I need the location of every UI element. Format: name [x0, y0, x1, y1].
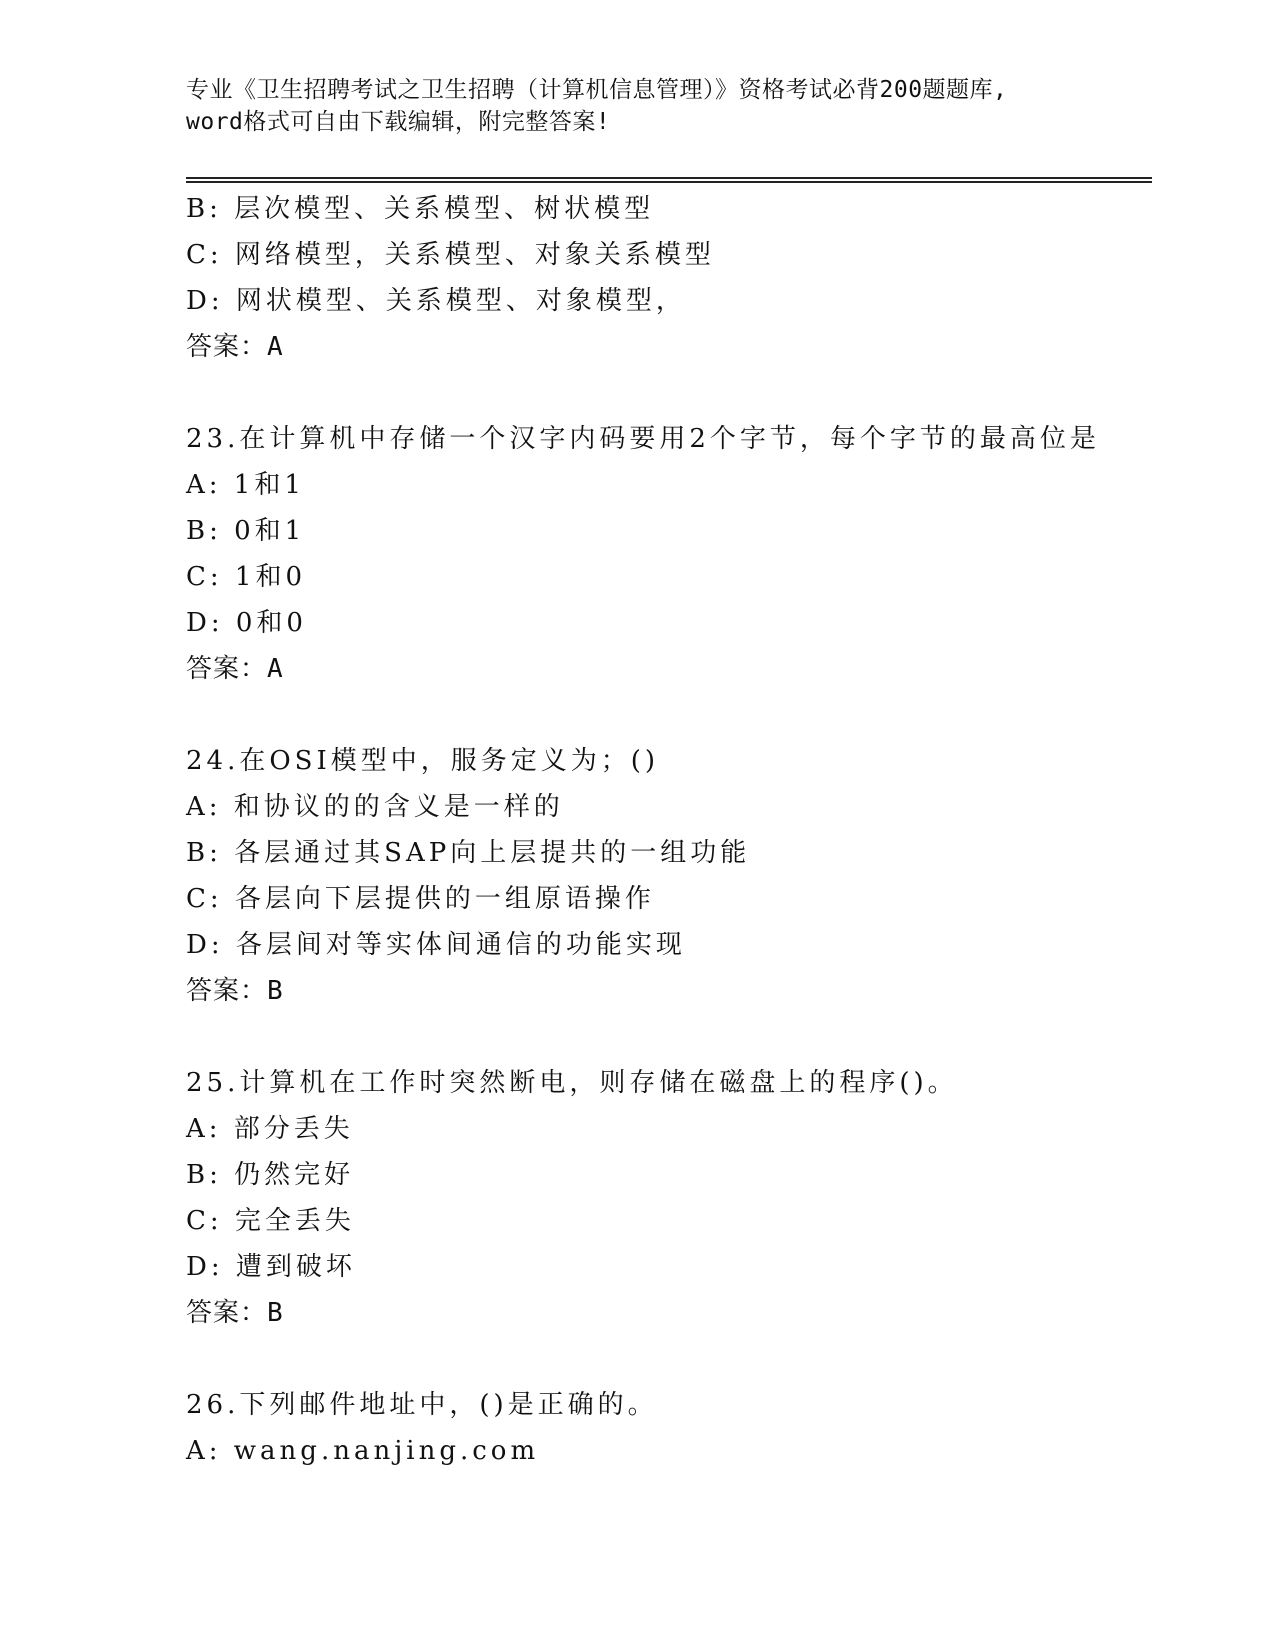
option-b: B: 各层通过其SAP向上层提共的一组功能 [186, 838, 751, 868]
header-title-line-2: word格式可自由下载编辑，附完整答案! [186, 109, 611, 135]
option-b: B: 仍然完好 [186, 1160, 355, 1190]
question-list [186, 186, 1146, 1474]
option-a: A: 部分丢失 [186, 1114, 354, 1144]
option-d: D: 网状模型、关系模型、对象模型， [186, 286, 686, 316]
option-d: D: 0和0 [186, 608, 307, 638]
question-stem: 23.在计算机中存储一个汉字内码要用2个字节，每个字节的最高位是 [186, 424, 1100, 454]
question-stem: 24.在OSI模型中，服务定义为；() [186, 746, 660, 776]
question-block-26 [186, 1382, 1146, 1474]
answer-line: 答案：B [186, 976, 284, 1006]
header-divider [186, 177, 1152, 183]
option-b: B: 0和1 [186, 516, 306, 546]
question-block-24 [186, 738, 1146, 1014]
question-spacer [186, 1014, 1146, 1060]
question-block-25 [186, 1060, 1146, 1336]
option-a: A: 1和1 [186, 470, 305, 500]
question-spacer [186, 1336, 1146, 1382]
question-spacer [186, 692, 1146, 738]
question-stem: 26.下列邮件地址中，()是正确的。 [186, 1390, 658, 1420]
option-a: A: 和协议的的含义是一样的 [186, 792, 564, 822]
answer-line: 答案：A [186, 332, 284, 362]
question-block-22 [186, 186, 1146, 370]
option-b: B: 层次模型、关系模型、树状模型 [186, 194, 655, 224]
question-block-23 [186, 416, 1146, 692]
question-stem: 25.计算机在工作时突然断电，则存储在磁盘上的程序()。 [186, 1068, 958, 1098]
option-c: C: 网络模型，关系模型、对象关系模型 [186, 240, 715, 270]
option-a: A: wang.nanjing.com [186, 1436, 540, 1466]
header-title-line-1: 专业《卫生招聘考试之卫生招聘（计算机信息管理）》资格考试必背200题题库, [186, 77, 1008, 103]
option-c: C: 各层向下层提供的一组原语操作 [186, 884, 655, 914]
document-header [186, 74, 1086, 138]
option-c: C: 完全丢失 [186, 1206, 355, 1236]
question-spacer [186, 370, 1146, 416]
option-d: D: 遭到破坏 [186, 1252, 356, 1282]
answer-line: 答案：B [186, 1298, 284, 1328]
option-c: C: 1和0 [186, 562, 307, 592]
answer-line: 答案：A [186, 654, 284, 684]
option-d: D: 各层间对等实体间通信的功能实现 [186, 930, 686, 960]
